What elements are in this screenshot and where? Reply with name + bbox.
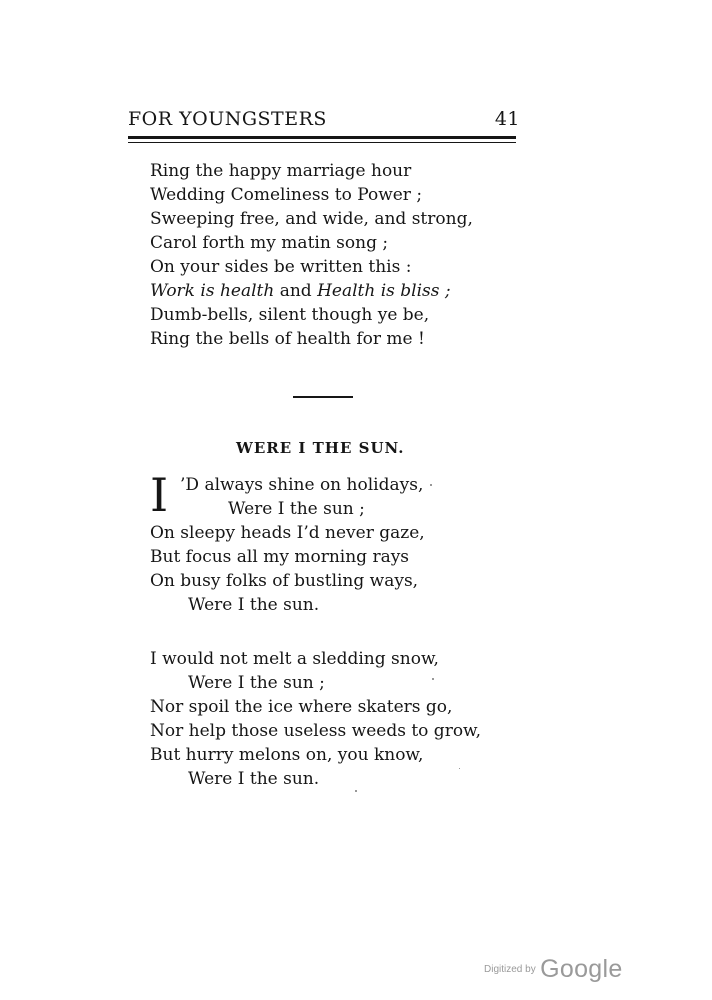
ink-speck [459,768,460,769]
running-head-title: FOR YOUNGSTERS [128,108,327,130]
refrain-line: Were I the sun. [188,769,320,789]
ink-speck [355,790,357,792]
verse-line: But hurry melons on, you know, [150,745,424,765]
motto-italic: Health is bliss ; [317,281,451,301]
digitized-by-google-watermark [484,955,623,984]
verse-line: Ring the bells of health for me ! [150,329,425,349]
drop-cap: I [150,468,169,522]
poem-opening-lines [180,473,423,521]
verse-line: On sleepy heads I’d never gaze, [150,523,425,543]
verse-line: Nor help those useless weeds to grow, [150,721,481,741]
verse-line: Sweeping free, and wide, and strong, [150,209,473,229]
watermark-prefix: Digitized by [484,964,536,975]
ink-speck [430,484,432,486]
motto-italic: Work is health [150,281,275,301]
header-rule-thin [128,142,516,143]
refrain-line: Were I the sun ; [228,499,365,519]
poem-title: WERE I THE SUN. [236,439,405,457]
stanza-ring-the-bells [150,159,473,351]
motto-line [150,279,473,303]
ink-speck [432,678,434,680]
header-rule-thick [128,136,516,139]
verse-line: Wedding Comeliness to Power ; [150,185,423,205]
page-number: 41 [494,108,520,130]
section-divider [293,396,353,398]
verse-line: Nor spoil the ice where skaters go, [150,697,453,717]
poem-stanza-2 [150,647,481,791]
google-logo: Google [540,955,623,983]
refrain-line: Were I the sun ; [188,673,325,693]
verse-line: On busy folks of bustling ways, [150,571,419,591]
verse-line: Ring the happy marriage hour [150,161,412,181]
verse-line: But focus all my morning rays [150,547,410,567]
verse-line: I would not melt a sledding snow, [150,649,439,669]
verse-line: ’D always shine on holidays, [180,475,424,495]
poem-stanza-1-rest [150,521,425,617]
refrain-line: Were I the sun. [188,595,320,615]
verse-line: On your sides be written this : [150,257,412,277]
motto-joiner: and [274,281,318,301]
verse-line: Dumb-bells, silent though ye be, [150,305,430,325]
verse-line: Carol forth my matin song ; [150,233,389,253]
